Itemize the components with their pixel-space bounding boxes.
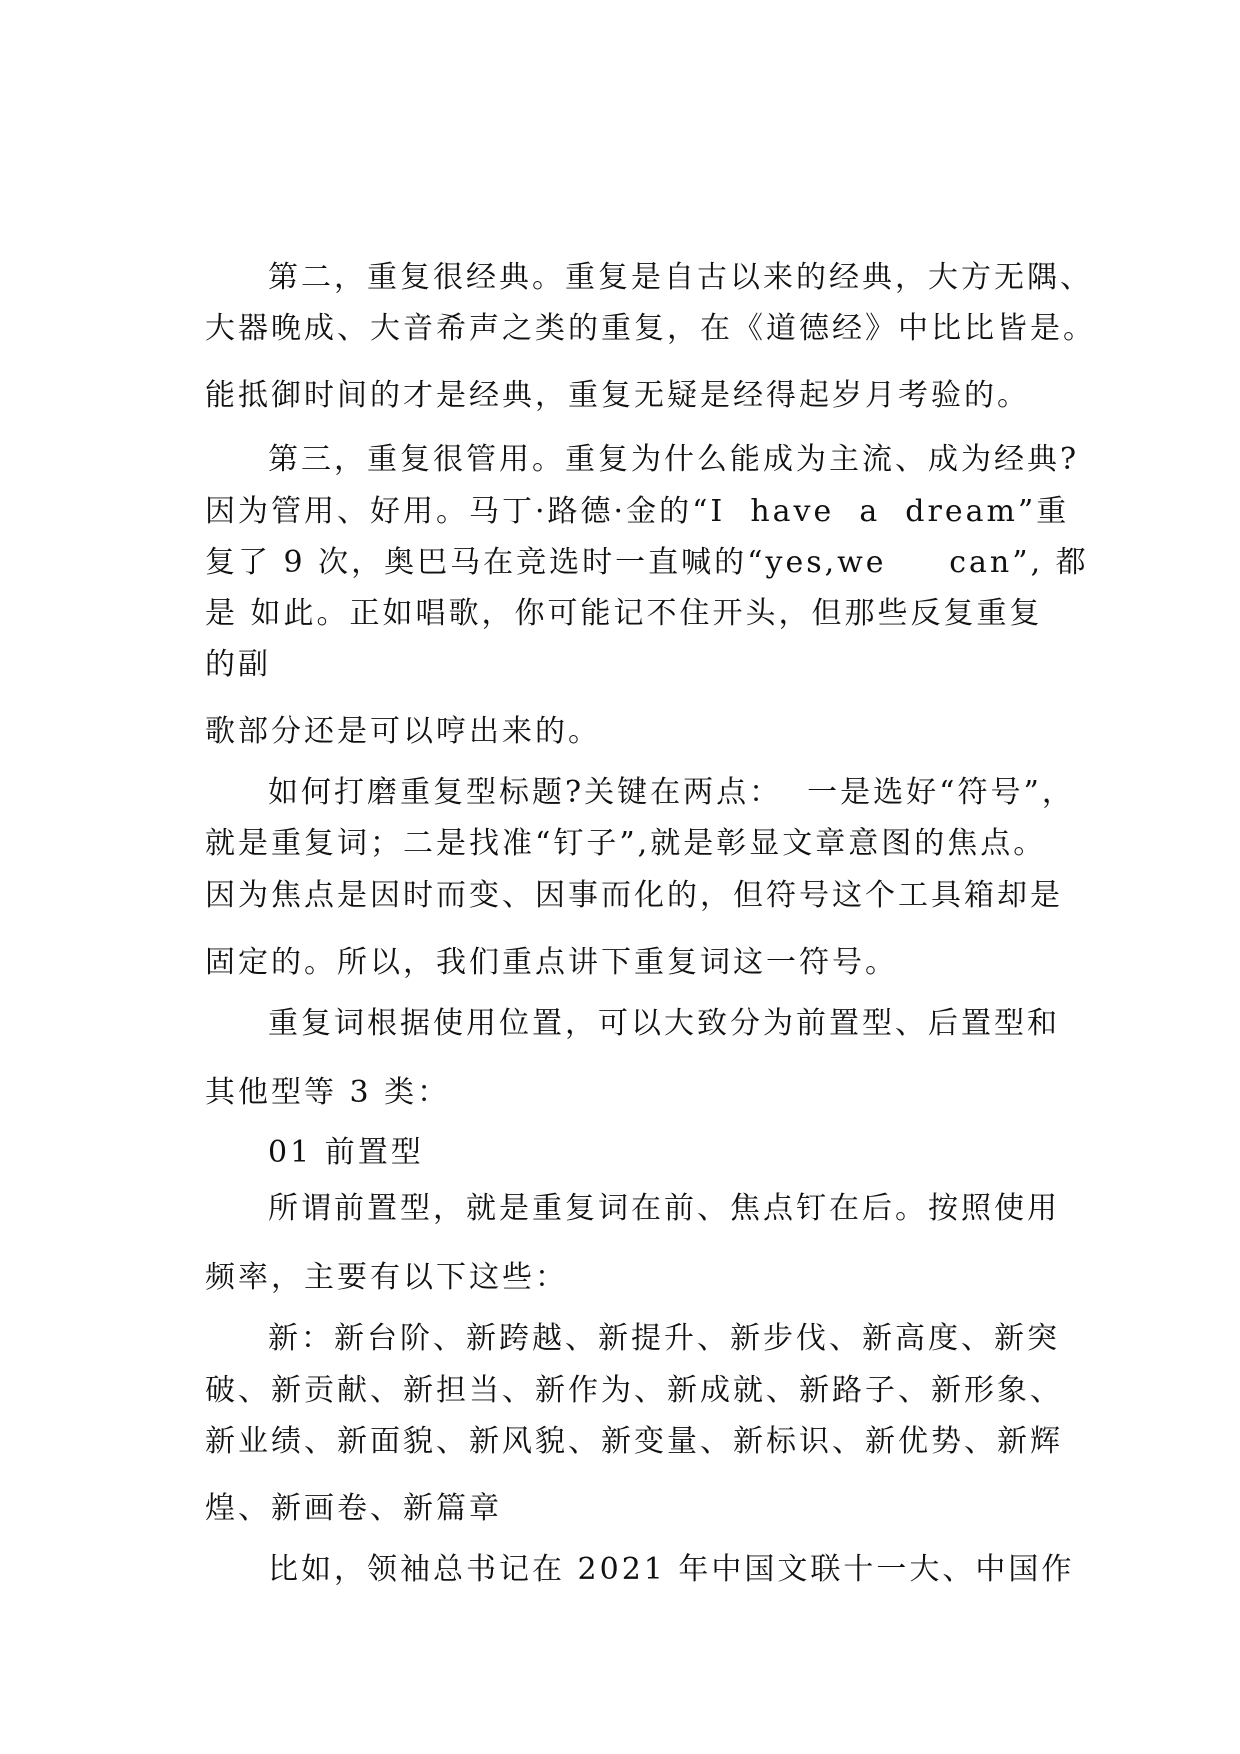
text-line: 歌部分还是可以哼出来的。	[205, 714, 601, 749]
text-line: 是 如此。正如唱歌，你可能记不住开头，但那些反复重复	[205, 596, 1043, 631]
text-line: 煌、新画卷、新篇章	[205, 1491, 502, 1526]
text-line: 重复词根据使用位置，可以大致分为前置型、后置型和	[268, 1006, 1060, 1041]
text-line: 大器晚成、大音希声之类的重复，在《道德经》中比比皆是。	[205, 311, 1096, 346]
text-line: 新业绩、新面貌、新风貌、新变量、新标识、新优势、新辉	[205, 1424, 1063, 1459]
text-line: 就是重复词；二是找准“钉子”,就是彰显文章意图的焦点。	[205, 826, 1047, 861]
section-heading: 01 前置型	[268, 1135, 424, 1170]
text-line: 所谓前置型，就是重复词在前、焦点钉在后。按照使用	[268, 1191, 1060, 1226]
text-line: 第三，重复很管用。重复为什么能成为主流、成为经典?	[268, 442, 1080, 477]
text-line: 其他型等 3 类：	[205, 1075, 451, 1110]
text-line: 固定的。所以，我们重点讲下重复词这一符号。	[205, 945, 898, 980]
text-line: 能抵御时间的才是经典，重复无疑是经得起岁月考验的。	[205, 378, 1030, 413]
text-line: 如何打磨重复型标题?关键在两点： 一是选好“符号”，	[268, 775, 1075, 810]
text-line: 因为焦点是因时而变、因事而化的，但符号这个工具箱却是	[205, 878, 1063, 913]
text-line: 频率，主要有以下这些：	[205, 1260, 568, 1295]
text-line: 因为管用、好用。马丁·路德·金的“I have a dream”重	[205, 494, 1070, 529]
text-line: 第二，重复很经典。重复是自古以来的经典，大方无隅、	[268, 260, 1093, 295]
text-line: 复了 9 次，奥巴马在竞选时一直喊的“yes,we can”, 都	[205, 545, 1089, 580]
text-line: 新：新台阶、新跨越、新提升、新步伐、新高度、新突	[268, 1321, 1060, 1356]
text-line: 破、新贡献、新担当、新作为、新成就、新路子、新形象、	[205, 1373, 1063, 1408]
text-line: 比如，领袖总书记在 2021 年中国文联十一大、中国作	[268, 1552, 1075, 1587]
text-line: 的副	[205, 647, 271, 682]
